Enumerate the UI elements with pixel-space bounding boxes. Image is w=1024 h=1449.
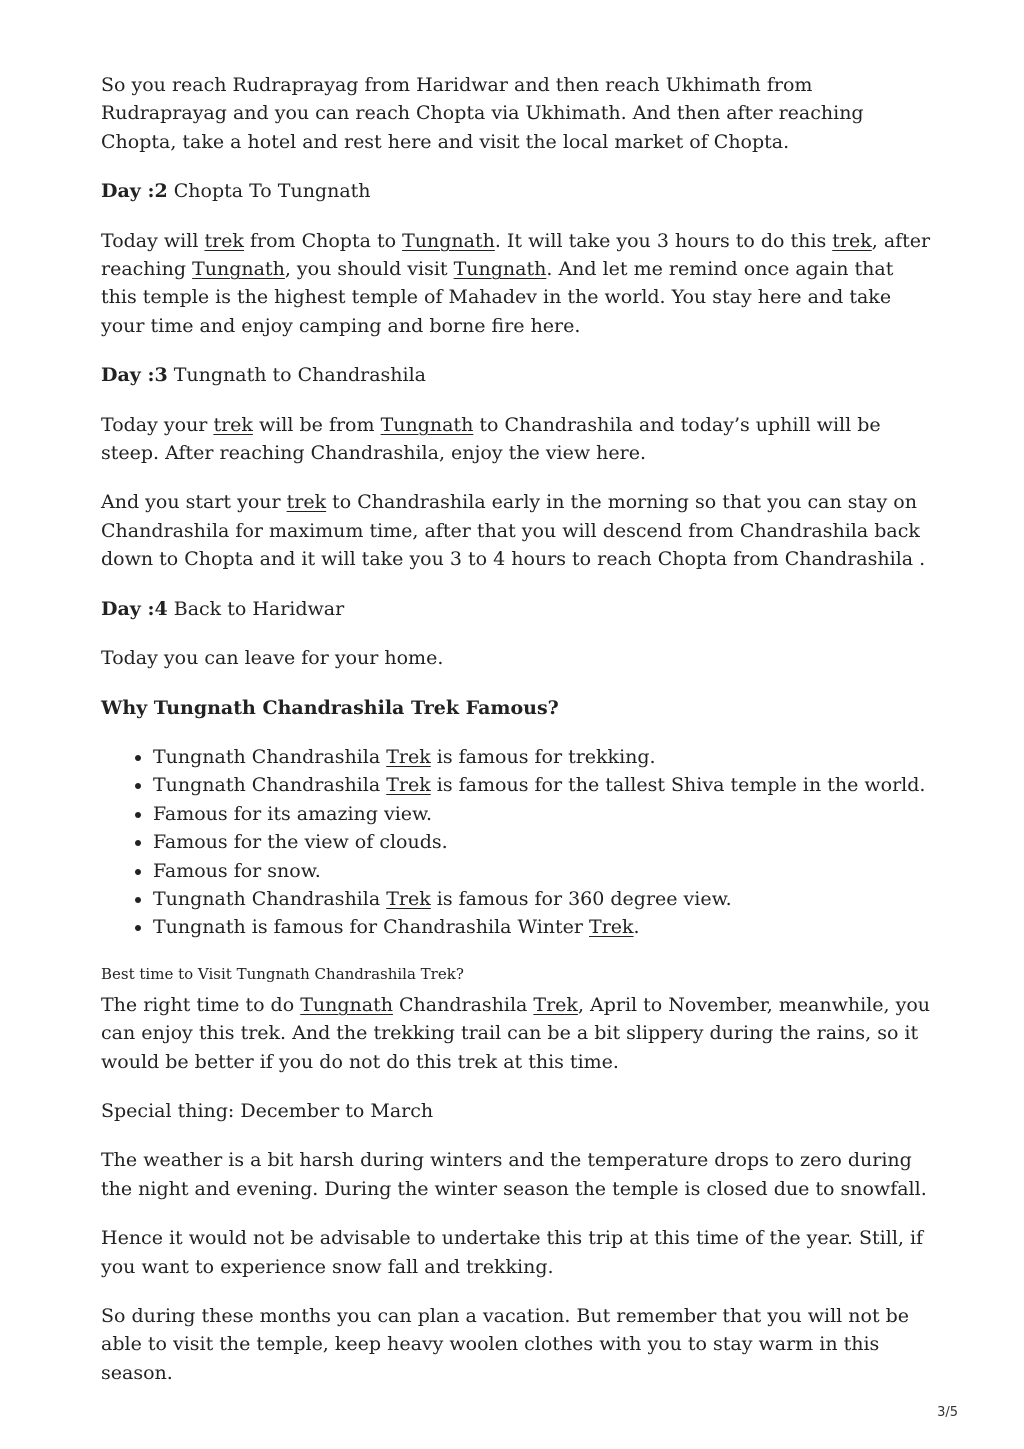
page-number: 3/5 bbox=[937, 1405, 958, 1420]
trek-link[interactable]: Trek bbox=[386, 745, 431, 768]
why-famous-heading bbox=[101, 694, 931, 722]
document-body bbox=[101, 71, 931, 1408]
tungnath-link[interactable]: Tungnath bbox=[300, 993, 393, 1016]
day-3-title: Tungnath to Chandrashila bbox=[167, 364, 427, 387]
trek-link[interactable]: trek bbox=[286, 491, 327, 514]
text: will be from bbox=[252, 413, 381, 436]
text: Chandrashila bbox=[392, 993, 534, 1016]
text: is famous for trekking. bbox=[430, 745, 656, 768]
famous-list bbox=[101, 743, 931, 942]
text: . It will take you 3 hours to do this bbox=[494, 229, 833, 252]
text: , you should visit bbox=[284, 258, 454, 281]
text: is famous for 360 degree view. bbox=[430, 887, 732, 910]
list-item: • Famous for snow. bbox=[153, 857, 931, 885]
text: Tungnath is famous for Chandrashila Winter bbox=[153, 916, 590, 939]
text: from Chopta to bbox=[243, 229, 403, 252]
best-time-heading: Best time to Visit Tungnath Chandrashila Trek? bbox=[101, 964, 464, 983]
text: to Chandrashila and today’s uphill will be steep. After reaching Chandrashila, enjoy the view here. bbox=[101, 413, 881, 465]
text: And you start your bbox=[101, 491, 287, 514]
trek-link[interactable]: trek bbox=[204, 229, 244, 252]
trek-link[interactable]: Trek bbox=[386, 887, 431, 910]
paragraph-special-thing: Special thing: December to March bbox=[101, 1099, 434, 1122]
paragraph-early-start bbox=[101, 488, 931, 573]
day-4-heading bbox=[101, 595, 931, 623]
day-2-label: Day :2 bbox=[101, 180, 168, 203]
text: The right time to do bbox=[101, 993, 301, 1016]
list-item bbox=[153, 743, 931, 771]
text: , April to November, meanwhile, you can enjoy this trek. And the trekking trail can be a bit slippery during the rains, so it would be better if you do not do this trek at this time. bbox=[101, 993, 931, 1073]
tungnath-link[interactable]: Tungnath bbox=[192, 258, 285, 281]
text: , after reaching bbox=[101, 229, 931, 281]
paragraph-day-2 bbox=[101, 227, 931, 341]
text: Tungnath Chandrashila bbox=[153, 774, 387, 797]
text: Today will bbox=[101, 229, 205, 252]
list-item bbox=[153, 913, 931, 941]
trek-link[interactable]: trek bbox=[832, 229, 872, 252]
tungnath-link[interactable]: Tungnath bbox=[402, 229, 495, 252]
paragraph-leave-home: Today you can leave for your home. bbox=[101, 647, 444, 670]
day-3-heading bbox=[101, 361, 931, 389]
list-item: • Famous for the view of clouds. bbox=[153, 828, 931, 856]
paragraph-reach-chopta: So you reach Rudraprayag from Haridwar and then reach Ukhimath from Rudraprayag and you can reach Chopta via Ukhimath. And then after reaching Chopta, take a hotel and rest here and visit the local market of Chopta. bbox=[101, 74, 864, 153]
text: Today your bbox=[101, 413, 214, 436]
why-famous-heading-text: Why Tungnath Chandrashila Trek Famous? bbox=[101, 696, 559, 719]
tungnath-link[interactable]: Tungnath bbox=[380, 413, 474, 436]
trek-link[interactable]: Trek bbox=[386, 774, 431, 797]
trek-link[interactable]: Trek bbox=[533, 993, 578, 1016]
paragraph-winter-weather: The weather is a bit harsh during winters and the temperature drops to zero during the night and evening. During the winter season the temple is closed due to snowfall. bbox=[101, 1149, 927, 1200]
paragraph-day-3 bbox=[101, 411, 931, 468]
paragraph-plan-vacation: So during these months you can plan a vacation. But remember that you will not be able to visit the temple, keep heavy woolen clothes with you to stay warm in this season. bbox=[101, 1305, 910, 1384]
paragraph-not-advisable: Hence it would not be advisable to undertake this trip at this time of the year. Still, if you want to experience snow fall and trekking. bbox=[101, 1227, 924, 1278]
list-item bbox=[153, 885, 931, 913]
text: . And let me remind once again that this temple is the highest temple of Mahadev in the world. You stay here and take your time and enjoy camping and borne fire here. bbox=[101, 258, 894, 337]
paragraph-best-time bbox=[101, 991, 931, 1076]
text: Tungnath Chandrashila bbox=[153, 745, 387, 768]
text: is famous for the tallest Shiva temple in the world. bbox=[430, 774, 926, 797]
trek-link[interactable]: trek bbox=[213, 413, 253, 436]
day-3-label: Day :3 bbox=[101, 364, 168, 387]
text: . bbox=[633, 916, 640, 939]
tungnath-link[interactable]: Tungnath bbox=[453, 258, 547, 281]
day-2-heading bbox=[101, 177, 931, 205]
list-item: • Famous for its amazing view. bbox=[153, 800, 931, 828]
list-item bbox=[153, 771, 931, 799]
text: to Chandrashila early in the morning so that you can stay on Chandrashila for maximum time, after that you will descend from Chandrashila back down to Chopta and it will take you 3 to 4 hours to reach Chopta from Chandrashila . bbox=[101, 491, 926, 571]
day-4-title: Back to Haridwar bbox=[167, 597, 345, 620]
text: Tungnath Chandrashila bbox=[153, 887, 387, 910]
day-2-title: Chopta To Tungnath bbox=[167, 180, 371, 203]
day-4-label: Day :4 bbox=[101, 597, 168, 620]
trek-link[interactable]: Trek bbox=[589, 916, 634, 939]
